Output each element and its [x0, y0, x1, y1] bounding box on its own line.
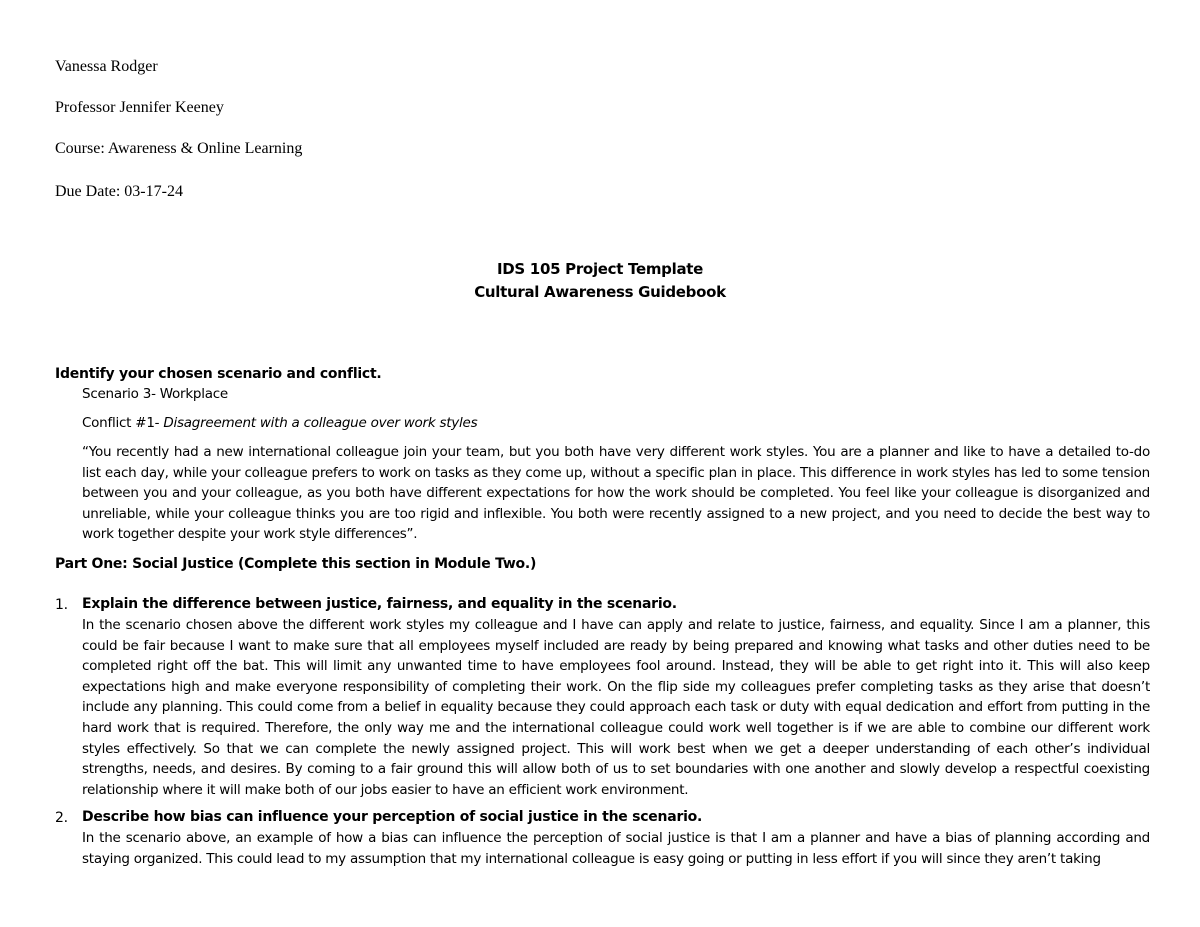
question-1-number: 1. [55, 597, 68, 613]
question-1-heading: Explain the difference between justice, fairness, and equality in the scenario. [82, 596, 677, 612]
question-2-answer: In the scenario above, an example of how a bias can influence the perception of social justice is that I am a planner and have a bias of planning according and staying organized. This could lead to my assumption that my international colleague is easy going or putting in less effort if you will since they aren’t taking [82, 830, 1150, 867]
question-1-answer: In the scenario chosen above the different work styles my colleague and I have can apply and relate to justice, fairness, and equality. Since I am a planner, this could be fair because I want to make sure that all employees myself included are ready by being prepared and knowing what tasks and other duties need to be completed right off the bat. This will limit any unwanted time to have employees fool around. Instead, they will be able to get right into it. This will also keep expectations high and make everyone responsibility of completing their work. On the flip side my colleagues prefer completing tasks as they arise that doesn’t include any planning. This could come from a belief in equality because they could approach each task or duty with equal dedication and effort from putting in the hard work that is required. Therefore, the only way me and the international colleague could work well together is if we are able to combine our different work styles effectively. So that we can complete the newly assigned project. This will work best when we get a deeper understanding of each other’s individual strengths, needs, and desires. By coming to a fair ground this will allow both of us to set boundaries with one another and slowly develop a respectful coexisting relationship where it will make both of our jobs easier to have an efficient work environment. [82, 617, 1150, 798]
due-date: Due Date: 03-17-24 [55, 183, 183, 200]
question-2-heading: Describe how bias can influence your perception of social justice in the scenario. [82, 809, 703, 825]
professor-name: Professor Jennifer Keeney [55, 99, 224, 116]
part-one-heading: Part One: Social Justice (Complete this section in Module Two.) [55, 556, 537, 572]
author-name: Vanessa Rodger [55, 58, 158, 75]
conflict-prefix: Conflict #1- [82, 415, 164, 431]
conflict-description: Disagreement with a colleague over work styles [163, 415, 478, 431]
document-subtitle: Cultural Awareness Guidebook [474, 283, 726, 301]
question-2-number: 2. [55, 810, 68, 826]
course-name: Course: Awareness & Online Learning [55, 140, 303, 157]
scenario-heading: Identify your chosen scenario and conflict. [55, 366, 382, 382]
scenario-quote: “You recently had a new international colleague join your team, but you both have very different work styles. You are a planner and like to have a detailed to-do list each day, while your colleague prefers to work on tasks as they come up, without a specific plan in place. This difference in work styles has led to some tension between you and your colleague, as you both have different expectations for how the work should be completed. You feel like your colleague is disorganized and unreliable, while your colleague thinks you are too rigid and inflexible. You both were recently assigned to a new project, and you need to decide the best way to work together despite your work style differences”. [82, 444, 1150, 543]
conflict-label [82, 414, 477, 432]
scenario-label: Scenario 3- Workplace [82, 386, 228, 402]
document-title: IDS 105 Project Template [496, 260, 704, 278]
